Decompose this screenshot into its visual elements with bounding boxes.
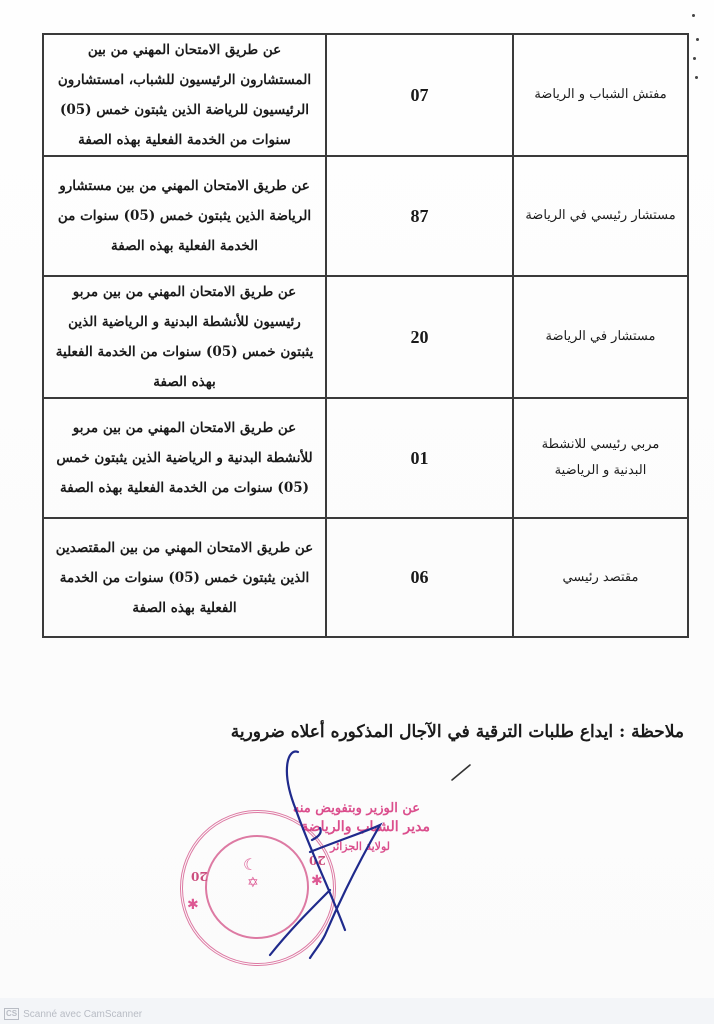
grade-cell: مربي رئيسي للانشطة البدنية و الرياضية [513, 398, 688, 518]
grade-cell: مفتش الشباب و الرياضة [513, 34, 688, 156]
scanner-watermark [4, 1008, 142, 1020]
stamp-line-2: مدير الشباب والرياضة [301, 819, 430, 835]
method-cell: عن طريق الامتحان المهني من بين مربو للأنشطة البدنية و الرياضية الذين يثبتون خمس (05) سنوات من الخدمة الفعلية بهذه الصفة [43, 398, 326, 518]
seal-number: 20 [191, 869, 208, 883]
count-cell: 07 [326, 34, 513, 156]
count-cell: 06 [326, 518, 513, 637]
promotion-table [42, 33, 689, 638]
margin-dots [690, 12, 700, 82]
star-icon: ✱ [311, 873, 323, 889]
count-cell: 87 [326, 156, 513, 276]
scanner-watermark-bar [0, 998, 714, 1024]
camscanner-logo-icon: CS [6, 1009, 18, 1018]
table-row [43, 518, 688, 637]
scanner-text: Scanné avec CamScanner [23, 1008, 143, 1020]
grade-cell: مستشار في الرياضة [513, 276, 688, 398]
table-row [43, 276, 688, 398]
method-cell: عن طريق الامتحان المهني من بين المقتصدين الذين يثبتون خمس (05) سنوات من الخدمة الفعلية بهذه الصفة [43, 518, 326, 637]
star-icon: ✡ [247, 875, 259, 891]
count-cell: 20 [326, 276, 513, 398]
stamp-line-1: عن الوزير وبتفويض منه [292, 801, 420, 816]
stamp-signature-block [170, 740, 510, 990]
stamp-line-3: لولاية الجزائر [330, 840, 390, 853]
table-row [43, 398, 688, 518]
star-icon: ✱ [187, 897, 199, 913]
method-cell: عن طريق الامتحان المهني من بين مربو رئيسيون للأنشطة البدنية و الرياضية الذين يثبتون خمس (05) سنوات من الخدمة الفعلية بهذه الصفة [43, 276, 326, 398]
seal-number: 20 [309, 853, 326, 867]
table-row [43, 34, 688, 156]
count-cell: 01 [326, 398, 513, 518]
grade-cell: مستشار رئيسي في الرياضة [513, 156, 688, 276]
method-cell: عن طريق الامتحان المهني من بين مستشارو الرياضة الذين يثبتون خمس (05) سنوات من الخدمة الفعلية بهذه الصفة [43, 156, 326, 276]
handwritten-signature [170, 740, 510, 990]
grade-cell: مقتصد رئيسي [513, 518, 688, 637]
crescent-icon: ☾ [243, 855, 258, 874]
table-row [43, 156, 688, 276]
method-cell: عن طريق الامتحان المهني من بين المستشارون الرئيسيون للشباب، امستشارون الرئيسيون للرياضة الذين يثبتون خمس (05) سنوات من الخدمة الفعلية بهذه الصفة [43, 34, 326, 156]
note-text: ملاحظة : ايداع طلبات الترقية في الآجال المذكوره أعلاه ضرورية [230, 722, 684, 742]
